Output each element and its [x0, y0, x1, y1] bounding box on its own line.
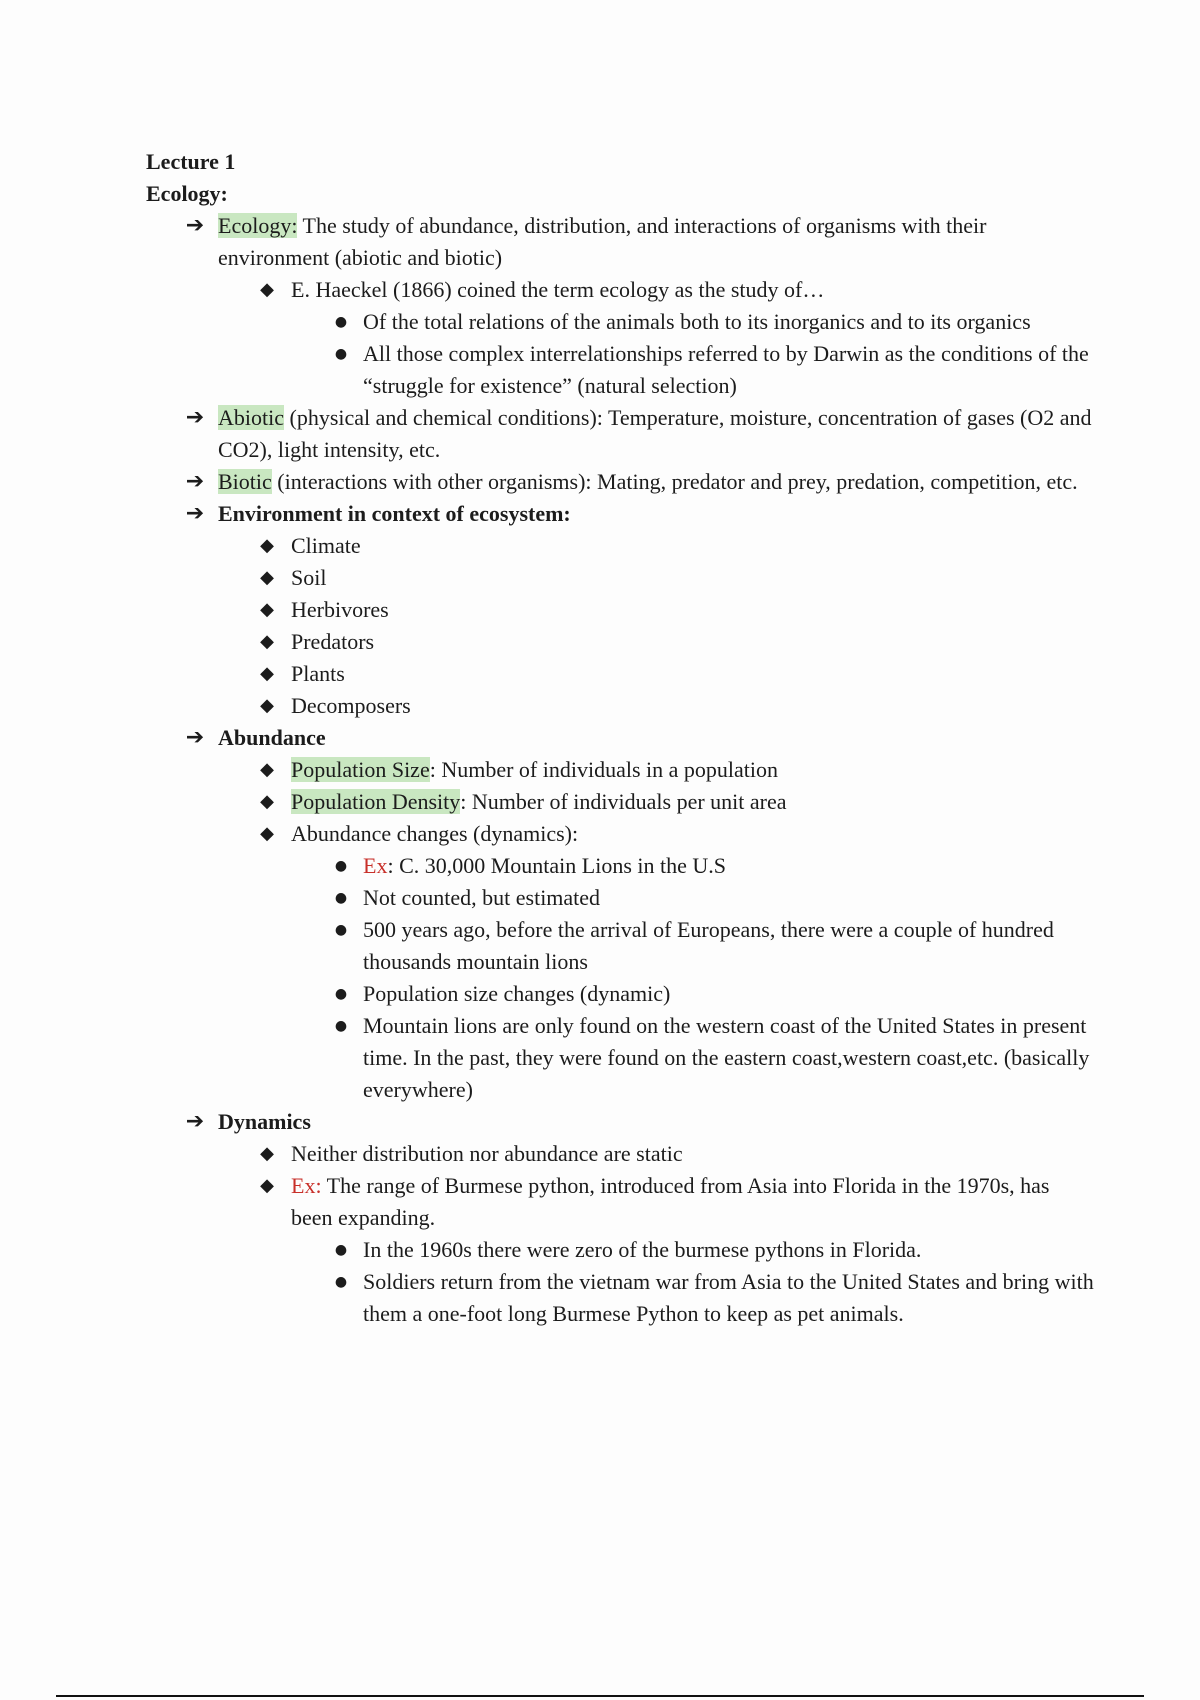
- diamond-bullet-icon: ◆: [260, 567, 274, 588]
- abundance-point: [146, 1010, 1096, 1106]
- ecology-definition: [146, 210, 1096, 274]
- environment-item: [146, 530, 1096, 562]
- abundance-point: [146, 914, 1096, 978]
- abundance-point-text: 500 years ago, before the arrival of Europeans, there were a couple of hundred thousands mountain lions: [363, 917, 1054, 974]
- population-density-item: [146, 786, 1096, 818]
- dot-bullet-icon: ●: [334, 922, 348, 938]
- diamond-bullet-icon: ◆: [260, 791, 274, 812]
- dot-bullet-icon: ●: [334, 314, 348, 330]
- haeckel-sub-text: Of the total relations of the animals both to its inorganics and to its organics: [363, 309, 1031, 334]
- arrow-bullet-icon: ➔: [185, 501, 205, 526]
- dynamics-heading-item: [146, 1106, 1096, 1138]
- ecology-term: Ecology:: [218, 213, 298, 238]
- abundance-point-text: Not counted, but estimated: [363, 885, 601, 910]
- abundance-changes-text: Abundance changes (dynamics):: [291, 821, 579, 846]
- environment-item-text: Herbivores: [291, 597, 389, 622]
- arrow-bullet-icon: ➔: [185, 725, 205, 750]
- environment-heading-item: [146, 498, 1096, 530]
- abundance-example-text: : C. 30,000 Mountain Lions in the U.S: [387, 853, 727, 878]
- diamond-bullet-icon: ◆: [260, 1143, 274, 1164]
- biotic-term: Biotic: [218, 469, 272, 494]
- abiotic-term: Abiotic: [218, 405, 284, 430]
- abundance-point-text: Population size changes (dynamic): [363, 981, 671, 1006]
- arrow-bullet-icon: ➔: [185, 469, 205, 494]
- arrow-bullet-icon: ➔: [185, 213, 205, 238]
- environment-item-text: Decomposers: [291, 693, 411, 718]
- environment-item: [146, 658, 1096, 690]
- dynamics-static-item: [146, 1138, 1096, 1170]
- arrow-bullet-icon: ➔: [185, 1109, 205, 1134]
- environment-heading: Environment in context of ecosystem:: [218, 501, 571, 526]
- biotic-text: (interactions with other organisms): Mating, predator and prey, predation, competition, etc.: [271, 469, 1078, 494]
- haeckel-sub-item: [146, 338, 1096, 402]
- abundance-heading-item: [146, 722, 1096, 754]
- population-size-text: : Number of individuals in a population: [429, 757, 779, 782]
- abiotic-item: [146, 402, 1096, 466]
- diamond-bullet-icon: ◆: [260, 535, 274, 556]
- dynamics-point-text: In the 1960s there were zero of the burmese pythons in Florida.: [363, 1237, 922, 1262]
- population-size-item: [146, 754, 1096, 786]
- dot-bullet-icon: ●: [334, 346, 348, 362]
- dot-bullet-icon: ●: [334, 986, 348, 1002]
- environment-item-text: Climate: [291, 533, 361, 558]
- dot-bullet-icon: ●: [334, 1018, 348, 1034]
- diamond-bullet-icon: ◆: [260, 663, 274, 684]
- diamond-bullet-icon: ◆: [260, 695, 274, 716]
- abundance-point: [146, 978, 1096, 1010]
- haeckel-text: E. Haeckel (1866) coined the term ecology as the study of…: [291, 277, 825, 302]
- haeckel-item: [146, 274, 1096, 306]
- abundance-heading: Abundance: [218, 725, 326, 750]
- dynamics-point-text: Soldiers return from the vietnam war from Asia to the United States and bring with them a one-foot long Burmese Python to keep as pet animals.: [363, 1269, 1094, 1326]
- abundance-point-text: Mountain lions are only found on the western coast of the United States in present time. In the past, they were found on the eastern coast,western coast,etc. (basically everywhere): [363, 1013, 1090, 1102]
- dynamics-point: [146, 1266, 1096, 1330]
- population-size-term: Population Size: [291, 757, 430, 782]
- ecology-definition-text: The study of abundance, distribution, and interactions of organisms with their environment (abiotic and biotic): [218, 213, 987, 270]
- environment-item-text: Plants: [291, 661, 345, 686]
- dynamics-point: [146, 1234, 1096, 1266]
- environment-item-text: Soil: [291, 565, 327, 590]
- abiotic-text: (physical and chemical conditions): Temperature, moisture, concentration of gases (O2 and CO2), light intensity, etc.: [218, 405, 1092, 462]
- page-bottom-rule: [56, 1695, 1144, 1697]
- example-label: Ex:: [291, 1173, 322, 1198]
- arrow-bullet-icon: ➔: [185, 405, 205, 430]
- document-content: [146, 146, 1096, 1330]
- diamond-bullet-icon: ◆: [260, 1175, 274, 1196]
- population-density-text: : Number of individuals per unit area: [460, 789, 787, 814]
- environment-item: [146, 690, 1096, 722]
- diamond-bullet-icon: ◆: [260, 599, 274, 620]
- haeckel-sub-item: [146, 306, 1096, 338]
- environment-item: [146, 626, 1096, 658]
- biotic-item: [146, 466, 1096, 498]
- dynamics-heading: Dynamics: [218, 1109, 311, 1134]
- abundance-changes-item: [146, 818, 1096, 850]
- diamond-bullet-icon: ◆: [260, 823, 274, 844]
- diamond-bullet-icon: ◆: [260, 759, 274, 780]
- lecture-title: Lecture 1: [146, 149, 236, 174]
- dot-bullet-icon: ●: [334, 1242, 348, 1258]
- dot-bullet-icon: ●: [334, 858, 348, 874]
- abundance-example-item: [146, 850, 1096, 882]
- dynamics-example-text: The range of Burmese python, introduced from Asia into Florida in the 1970s, has been expanding.: [291, 1173, 1050, 1230]
- environment-item: [146, 594, 1096, 626]
- diamond-bullet-icon: ◆: [260, 279, 274, 300]
- dot-bullet-icon: ●: [334, 1274, 348, 1290]
- environment-item-text: Predators: [291, 629, 375, 654]
- dot-bullet-icon: ●: [334, 890, 348, 906]
- dynamics-static-text: Neither distribution nor abundance are static: [291, 1141, 683, 1166]
- population-density-term: Population Density: [291, 789, 461, 814]
- environment-item: [146, 562, 1096, 594]
- example-label: Ex: [363, 853, 388, 878]
- section-title: Ecology:: [146, 181, 228, 206]
- diamond-bullet-icon: ◆: [260, 631, 274, 652]
- dynamics-example-item: [146, 1170, 1096, 1234]
- abundance-point: [146, 882, 1096, 914]
- haeckel-sub-text: All those complex interrelationships referred to by Darwin as the conditions of the “struggle for existence” (natural selection): [363, 341, 1089, 398]
